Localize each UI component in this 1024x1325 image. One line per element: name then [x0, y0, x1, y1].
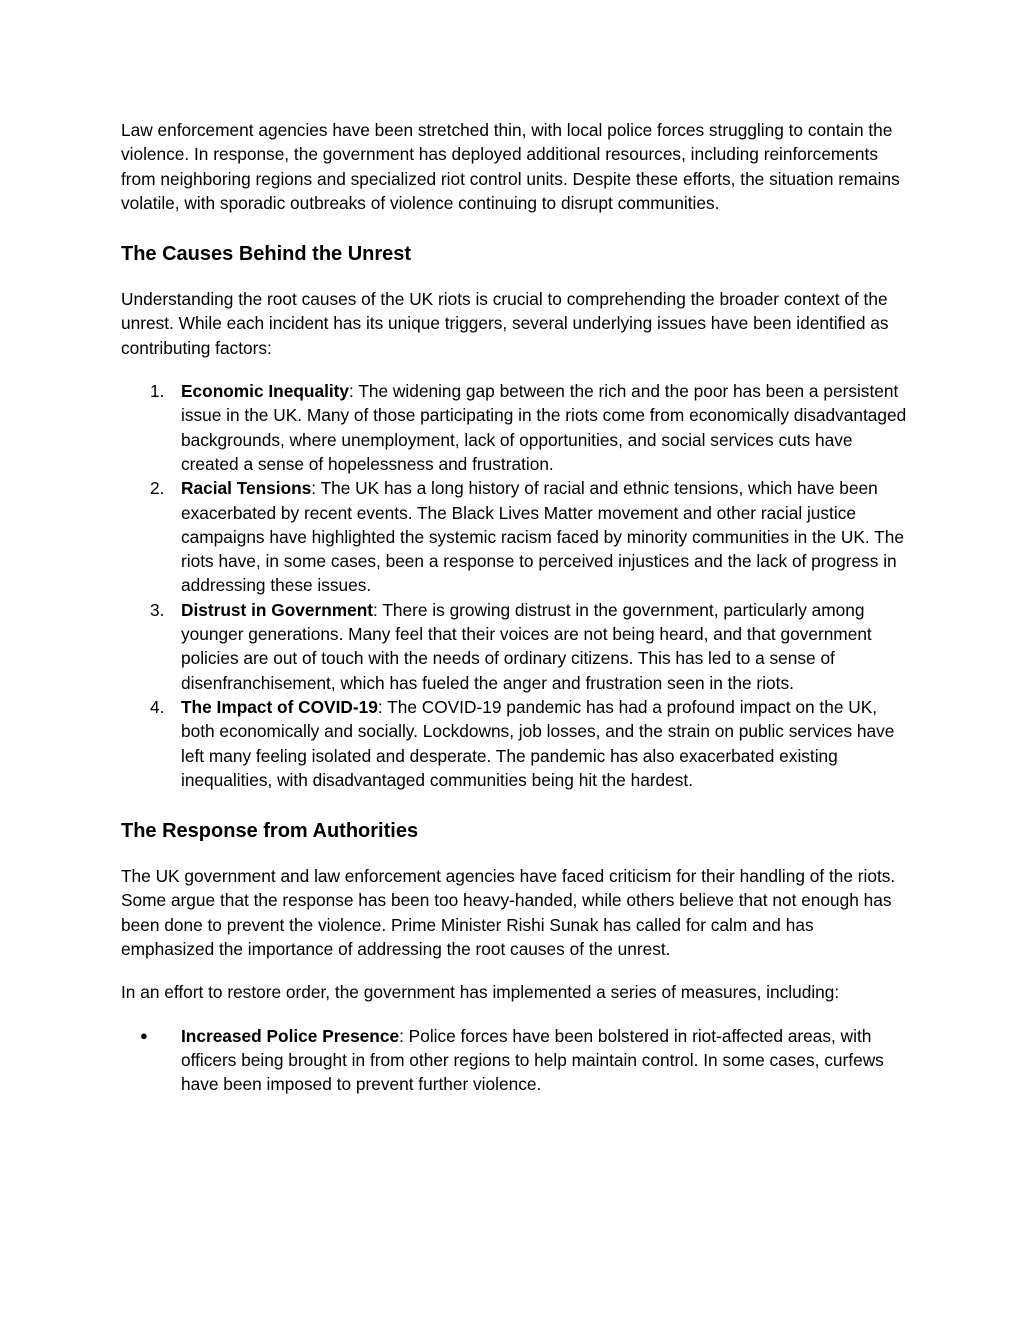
list-item-text: : The widening gap between the rich and the poor has been a persistent issue in the UK. Many of those participating in the riots come from economically disadvantaged backgrounds, where unemployment, lack of opportunities, and social services cuts have created a sense of hopelessness and frustration. [181, 381, 907, 474]
response-heading: The Response from Authorities [121, 820, 419, 843]
list-item-text: : The UK has a long history of racial and ethnic tensions, which have been exacerbated by recent events. The Black Lives Matter movement and other racial justice campaigns have highlighted the systemic racism faced by minority communities in the UK. The riots have, in some cases, been a response to perceived injustices and the lack of progress in addressing these issues. [181, 478, 904, 596]
response-paragraph-2: In an effort to restore order, the government has implemented a series of measures, including: [121, 982, 840, 1003]
list-item [121, 695, 911, 792]
intro-paragraph: Law enforcement agencies have been stretched thin, with local police forces struggling to contain the violence. In response, the government has deployed additional resources, including reinforcements from neighboring regions and specialized riot control units. Despite these efforts, the situation remains volatile, with sporadic outbreaks of violence continuing to disrupt communities. [121, 120, 900, 213]
list-item-term: Increased Police Presence [181, 1025, 400, 1046]
list-item-term: Economic Inequality [181, 381, 350, 402]
causes-list [121, 379, 911, 792]
list-item [121, 379, 911, 476]
list-item-text: : Police forces have been bolstered in riot-affected areas, with officers being brought in from other regions to help maintain control. In some cases, curfews have been imposed to prevent further violence. [181, 1025, 884, 1095]
list-item [121, 598, 911, 695]
list-item-term: The Impact of COVID-19 [181, 696, 378, 717]
list-item-text: : The COVID-19 pandemic has had a profound impact on the UK, both economically and socially. Lockdowns, job losses, and the strain on public services have left many feeling isolated and desperate. The pandemic has also exacerbated existing inequalities, with disadvantaged communities being hit the hardest. [181, 696, 895, 790]
list-item [121, 1024, 911, 1097]
list-number: 3. [150, 599, 165, 620]
list-item-term: Distrust in Government [181, 599, 374, 620]
list-number: 4. [150, 696, 165, 717]
causes-heading: The Causes Behind the Unrest [121, 243, 412, 266]
list-number: 2. [150, 478, 165, 499]
bullet-icon: ● [140, 1027, 148, 1043]
list-item [121, 476, 911, 597]
response-paragraph-1: The UK government and law enforcement agencies have faced criticism for their handling of the riots. Some argue that the response has been too heavy-handed, while others believe that not enough has been done to prevent the violence. Prime Minister Rishi Sunak has called for calm and has emphasized the importance of addressing the root causes of the unrest. [121, 866, 896, 960]
measures-list [121, 1024, 911, 1097]
list-item-term: Racial Tensions [181, 478, 312, 499]
causes-intro-paragraph: Understanding the root causes of the UK riots is crucial to comprehending the broader context of the unrest. While each incident has its unique triggers, several underlying issues have been identified as contributing factors: [121, 289, 889, 358]
list-number: 1. [150, 381, 165, 402]
list-item-text: : There is growing distrust in the government, particularly among younger generations. Many feel that their voices are not being heard, and that government policies are out of touch with the needs of ordinary citizens. This has led to a sense of disenfranchisement, which has fueled the anger and frustration seen in the riots. [181, 599, 872, 693]
document-page [121, 118, 911, 1097]
